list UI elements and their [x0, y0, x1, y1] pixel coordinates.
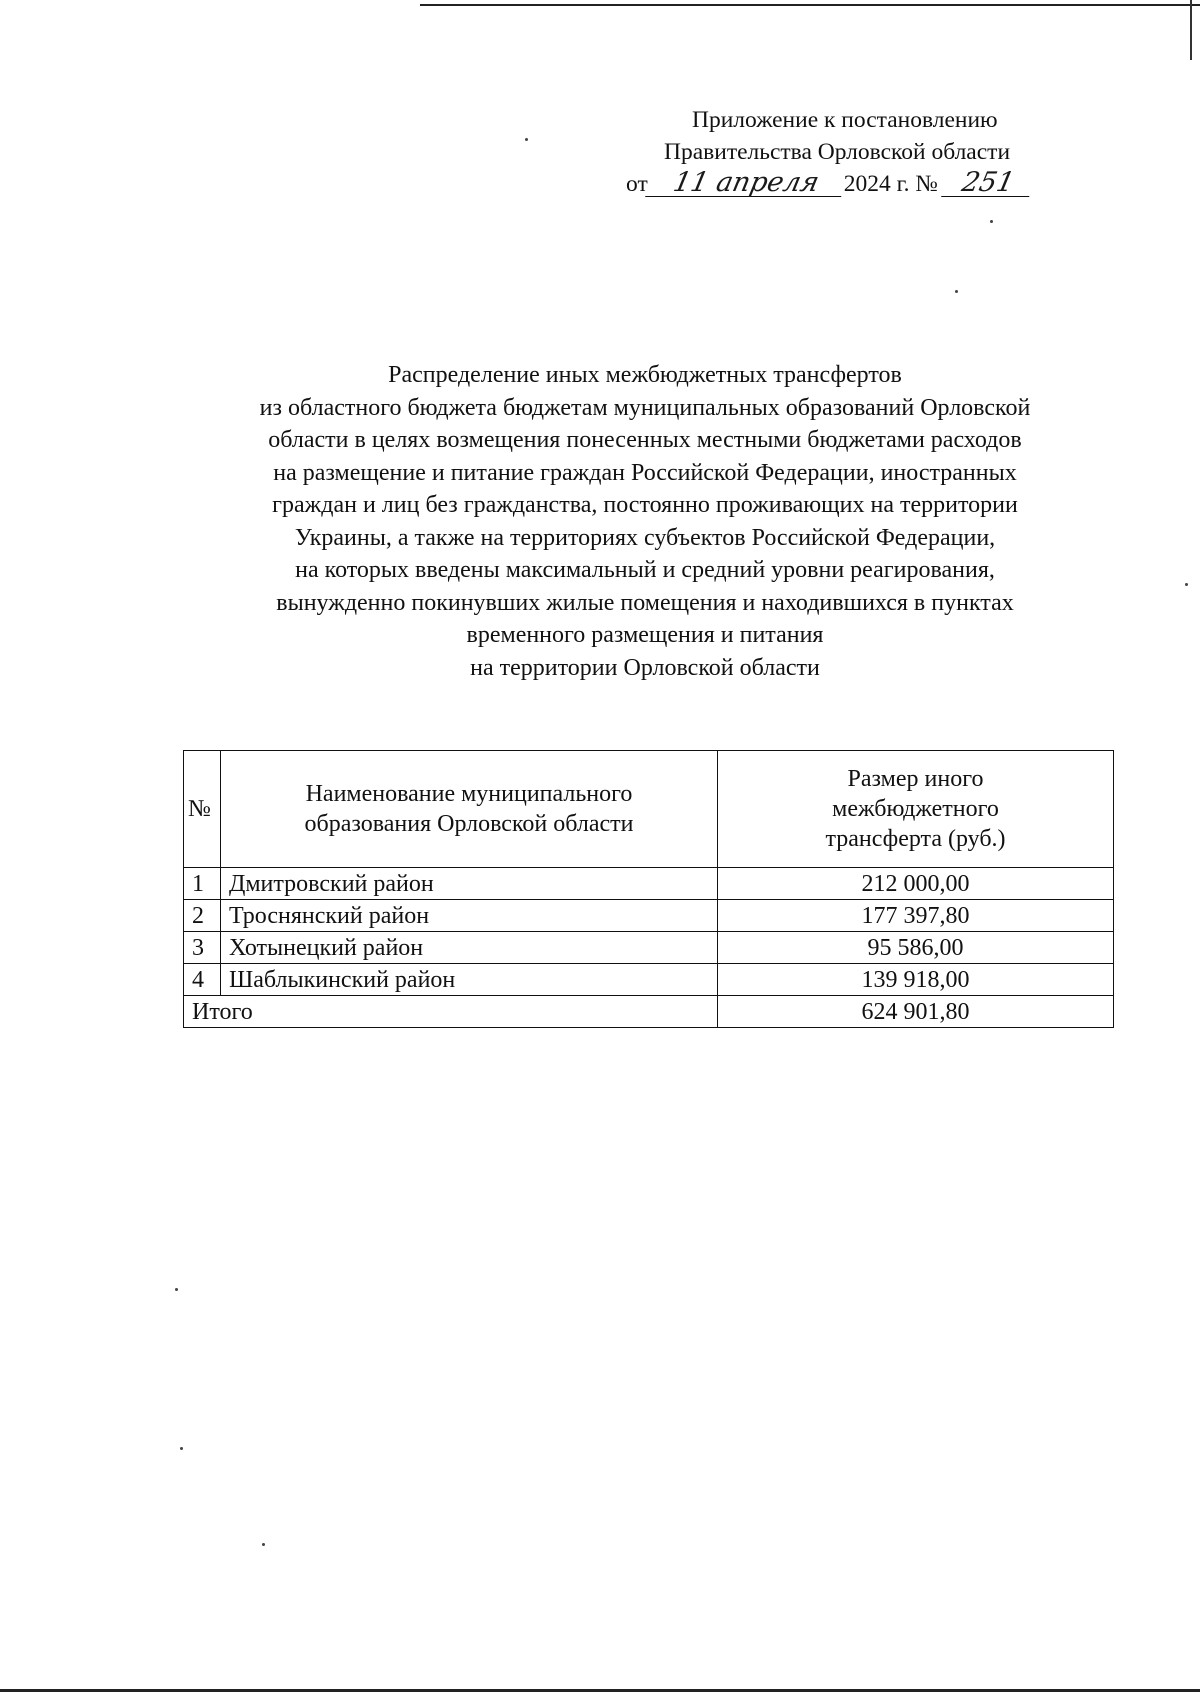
heading-line: Распределение иных межбюджетных трансфертов	[388, 362, 902, 388]
table-row	[184, 868, 1114, 900]
municipality-name: Хотынецкий район	[221, 932, 718, 964]
table-header-row	[184, 751, 1114, 868]
header-municipality	[221, 751, 718, 868]
heading-line: на размещение и питание граждан Российской Федерации, иностранных	[273, 459, 1017, 486]
header-amount-line: трансферта (руб.)	[825, 826, 1006, 852]
heading-line: Украины, а также на территориях субъектов Российской Федерации,	[294, 524, 996, 551]
row-number: 1	[184, 868, 221, 900]
appendix-title: Приложение к постановлению	[692, 107, 998, 133]
municipality-name: Шаблыкинский район	[221, 964, 718, 996]
row-number: 3	[184, 932, 221, 964]
handwritten-date: 11 апреля	[645, 170, 847, 197]
heading-line: вынужденно покинувших жилые помещения и находившихся в пунктах	[276, 589, 1014, 616]
scan-speck	[990, 220, 993, 223]
scan-speck	[1185, 583, 1188, 586]
transfers-table	[183, 750, 1114, 1028]
scan-edge-right	[1190, 0, 1192, 60]
scan-edge-bottom	[0, 1689, 1200, 1692]
appendix-block	[600, 104, 1100, 200]
heading-line: области в целях возмещения понесенных местными бюджетами расходов	[268, 427, 1022, 453]
total-row	[184, 996, 1114, 1028]
scan-speck	[262, 1543, 265, 1546]
transfer-amount: 212 000,00	[718, 868, 1114, 900]
header-municipality-line: образования Орловской области	[304, 811, 634, 837]
heading-line: на которых введены максимальный и средний уровни реагирования,	[295, 557, 995, 583]
heading-line: на территории Орловской области	[470, 654, 820, 681]
scan-edge-top	[420, 4, 1200, 6]
table-row	[184, 964, 1114, 996]
heading-line: из областного бюджета бюджетам муниципальных образований Орловской	[259, 394, 1031, 421]
appendix-authority: Правительства Орловской области	[664, 139, 1011, 165]
municipality-name: Дмитровский район	[221, 868, 718, 900]
row-number: 4	[184, 964, 221, 996]
scan-speck	[955, 290, 958, 293]
row-number: 2	[184, 900, 221, 932]
header-amount-line: межбюджетного	[832, 796, 999, 822]
scan-speck	[175, 1288, 178, 1291]
municipality-name: Троснянский район	[221, 900, 718, 932]
total-label: Итого	[184, 996, 718, 1028]
date-prefix: от	[626, 171, 648, 197]
header-amount-line: Размер иного	[847, 766, 984, 792]
heading-line: временного размещения и питания	[466, 622, 824, 648]
appendix-date-line	[600, 168, 1100, 200]
scan-speck	[525, 138, 528, 141]
table-row	[184, 900, 1114, 932]
transfer-amount: 139 918,00	[718, 964, 1114, 996]
header-number: №	[184, 751, 221, 868]
header-municipality-line: Наименование муниципального	[305, 781, 633, 807]
year-label: 2024 г. №	[843, 171, 938, 197]
scan-speck	[180, 1447, 183, 1450]
document-heading	[120, 359, 1170, 684]
transfer-amount: 177 397,80	[718, 900, 1114, 932]
header-amount	[718, 751, 1114, 868]
transfer-amount: 95 586,00	[718, 932, 1114, 964]
handwritten-number: 251	[941, 170, 1035, 197]
table-row	[184, 932, 1114, 964]
total-amount: 624 901,80	[718, 996, 1114, 1028]
heading-line: граждан и лиц без гражданства, постоянно проживающих на территории	[272, 492, 1018, 518]
